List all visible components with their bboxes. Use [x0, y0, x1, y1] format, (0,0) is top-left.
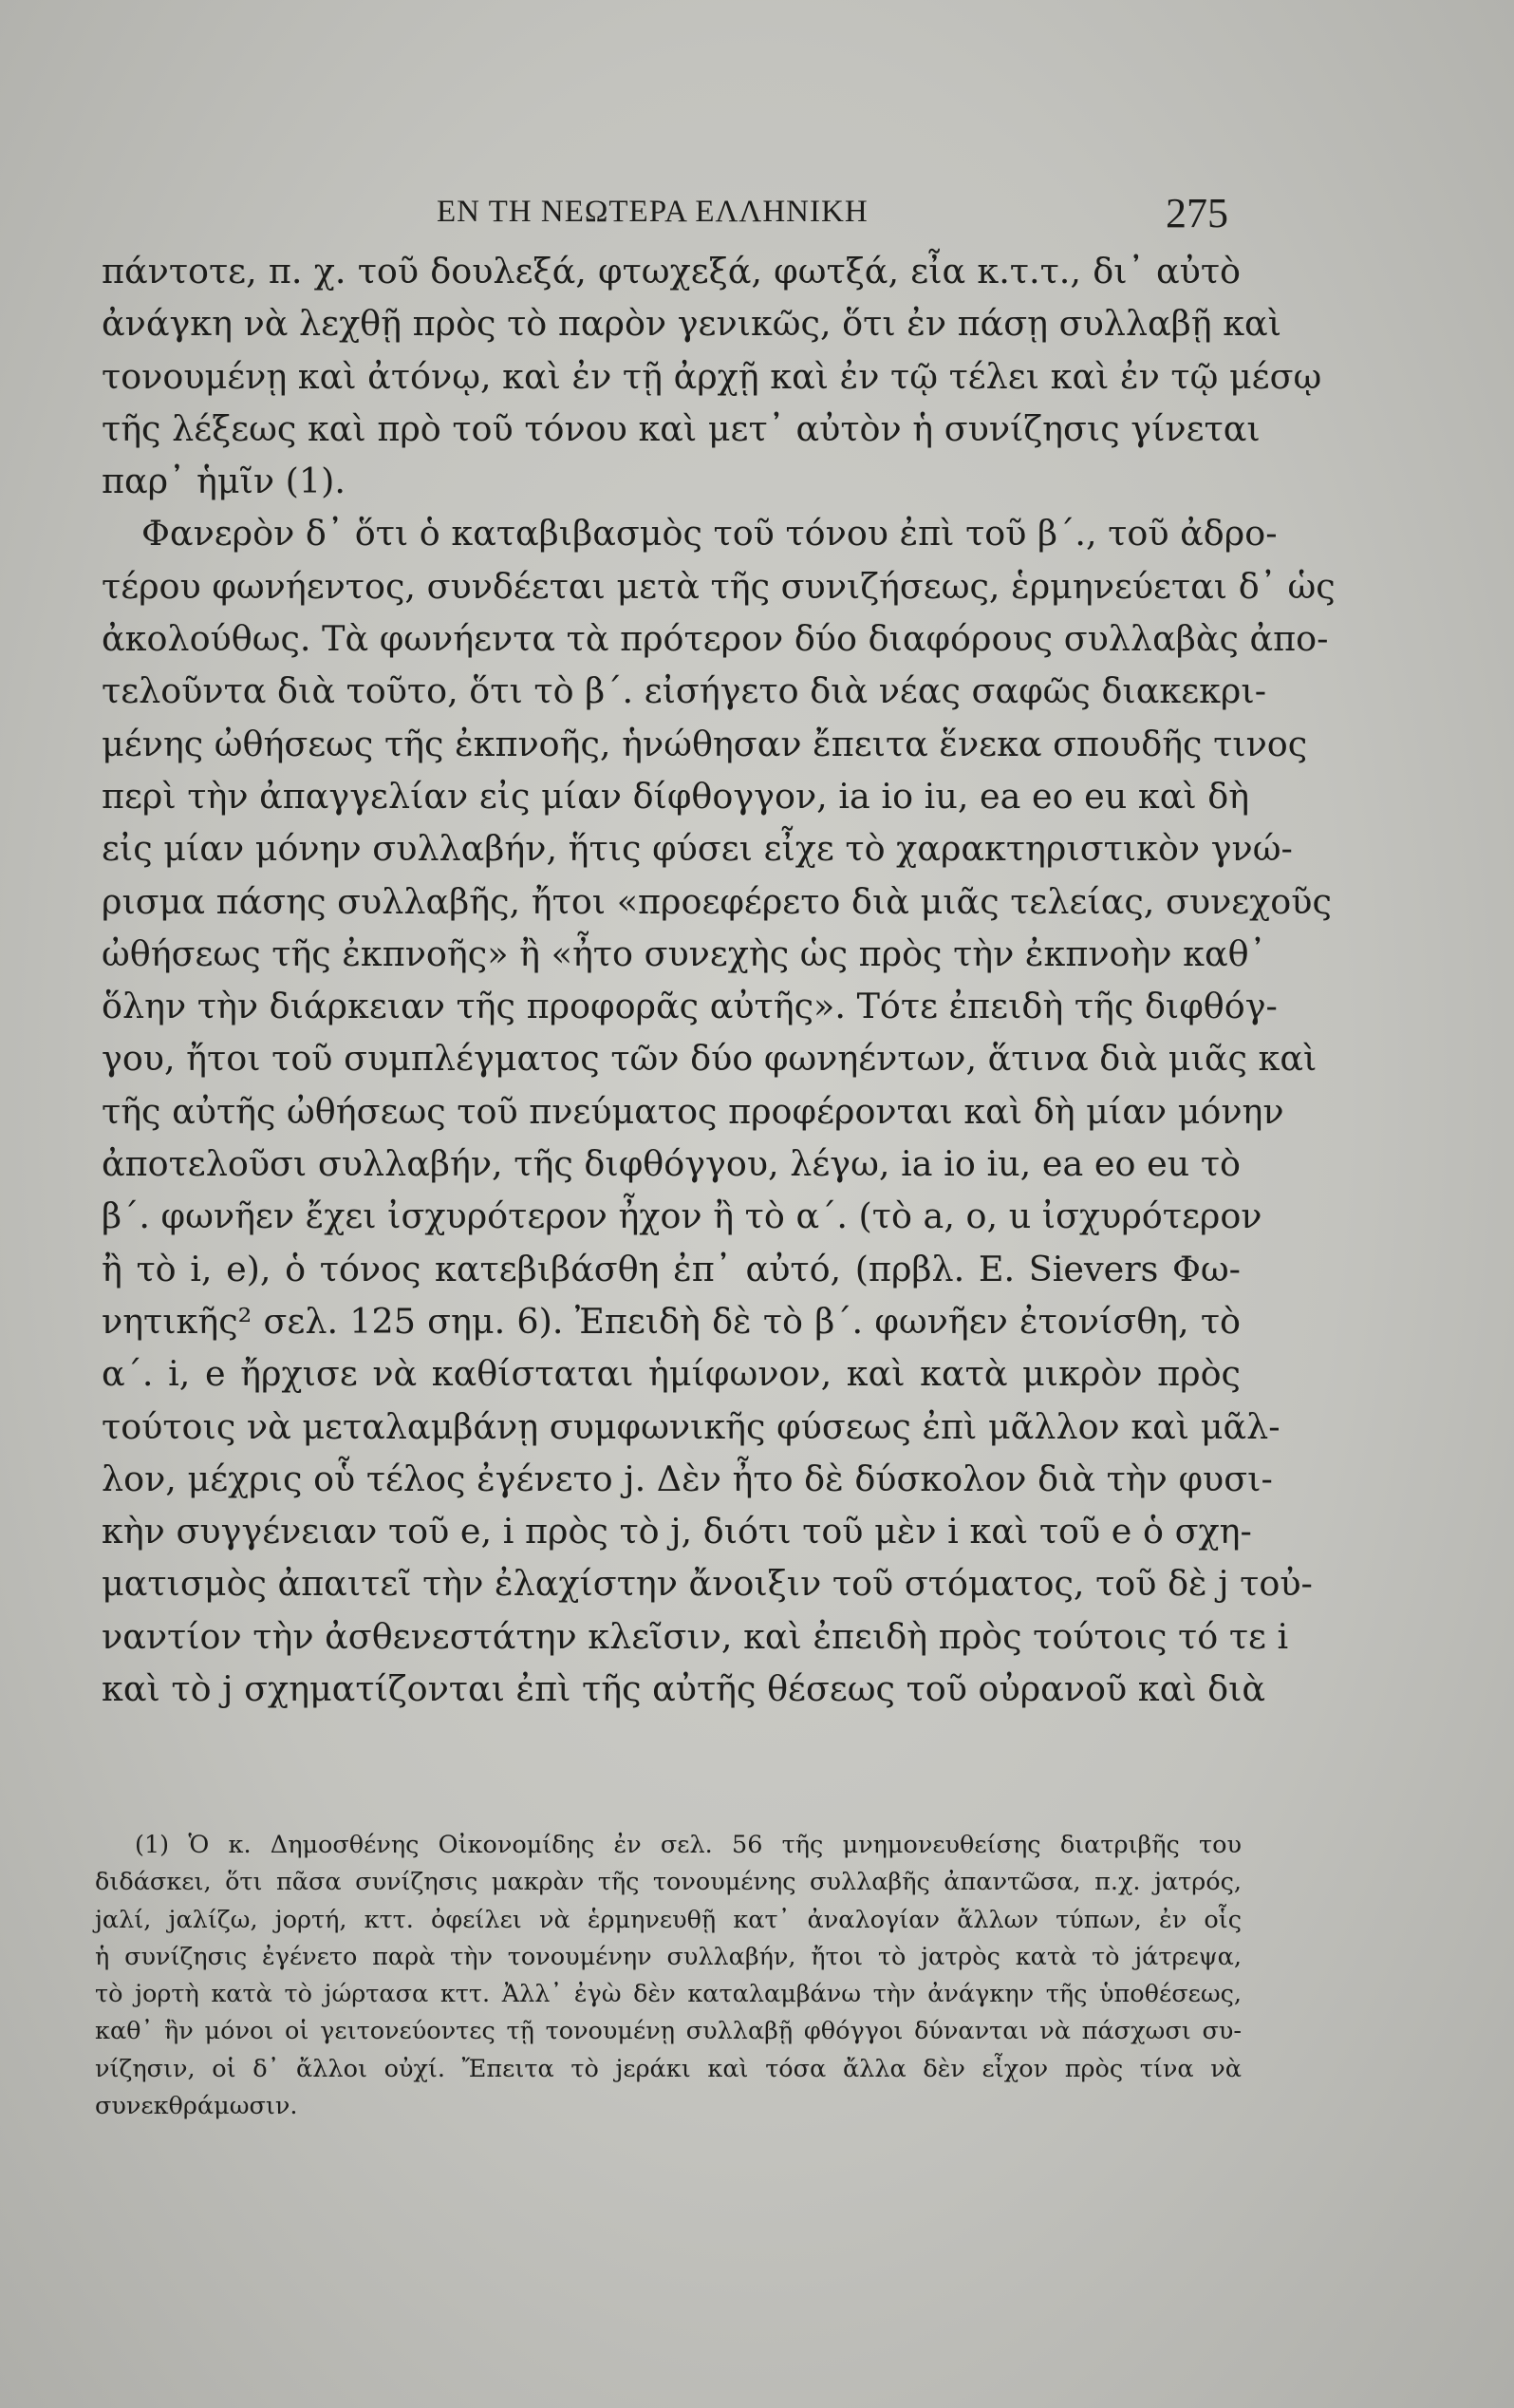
body-line: α΄. i, e ἤρχισε νὰ καθίσταται ἡμίφωνον, καὶ κατὰ μικρὸν πρὸς	[102, 1353, 1241, 1395]
body-line: ἀκολούθως. Τὰ φωνήεντα τὰ πρότερον δύο διαφόρους συλλαβὰς ἀπο-	[102, 618, 1329, 660]
body-line: ἀνάγκη νὰ λεχθῇ πρὸς τὸ παρὸν γενικῶς, ὅτι ἐν πάσῃ συλλαβῇ καὶ	[102, 303, 1282, 345]
body-line: περὶ τὴν ἀπαγγελίαν εἰς μίαν δίφθογγον, ia io iu, ea eo eu καὶ δὴ	[102, 775, 1250, 817]
page-number: 275	[1166, 190, 1228, 236]
body-line: τῆς λέξεως καὶ πρὸ τοῦ τόνου καὶ μετ᾽ αὐτὸν ἡ συνίζησις γίνεται	[102, 407, 1261, 449]
body-line: καὶ τὸ j σχηματίζονται ἐπὶ τῆς αὐτῆς θέσεως τοῦ οὐρανοῦ καὶ διὰ	[102, 1668, 1266, 1710]
body-line: ναντίον τὴν ἀσθενεστάτην κλεῖσιν, καὶ ἐπειδὴ πρὸς τούτοις τό τε i	[102, 1615, 1289, 1657]
running-head: ΕΝ ΤΗ ΝΕΩΤΕΡΑ ΕΛΛΗΝΙΚΗ	[437, 195, 869, 229]
body-line: ρισμα πάσης συλλαβῆς, ἤτοι «προεφέρετο διὰ μιᾶς τελείας, συνεχοῦς	[102, 880, 1332, 922]
footnote-line: τὸ jορτὴ κατὰ τὸ jώρτασα κττ. Ἀλλ᾽ ἐγὼ δὲν καταλαμβάνω τὴν ἀνάγκην τῆς ὑποθέσεως,	[95, 1980, 1242, 2009]
body-line: ὠθήσεως τῆς ἐκπνοῆς» ἢ «ἦτο συνεχὴς ὡς πρὸς τὴν ἐκπνοὴν καθ᾽	[102, 932, 1266, 974]
footnote-line: συνεκθράμωσιν.	[95, 2092, 298, 2121]
body-line: τελοῦντα διὰ τοῦτο, ὅτι τὸ β΄. εἰσήγετο διὰ νέας σαφῶς διακεκρι-	[102, 670, 1267, 712]
body-line: τέρου φωνήεντος, συνδέεται μετὰ τῆς συνιζήσεως, ἑρμηνεύεται δ᾽ ὡς	[102, 565, 1336, 607]
footnote-line: καθ᾽ ἣν μόνοι οἱ γειτονεύοντες τῇ τονουμένῃ συλλαβῇ φθόγγοι δύνανται νὰ πάσχωσι συ-	[95, 2017, 1242, 2046]
footnote-line: (1) Ὁ κ. Δημοσθένης Οἰκονομίδης ἐν σελ. 56 τῆς μνημονευθείσης διατριβῆς του	[135, 1831, 1242, 1859]
body-line: τούτοις νὰ μεταλαμβάνῃ συμφωνικῆς φύσεως ἐπὶ μᾶλλον καὶ μᾶλ-	[102, 1405, 1280, 1447]
body-line: ἢ τὸ i, e), ὁ τόνος κατεβιβάσθη ἐπ᾽ αὐτό, (πρβλ. E. Sievers Φω-	[102, 1248, 1241, 1289]
body-line: τῆς αὐτῆς ὠθήσεως τοῦ πνεύματος προφέρονται καὶ δὴ μίαν μόνην	[102, 1090, 1284, 1132]
body-text	[102, 245, 1336, 1715]
body-line: πάντοτε, π. χ. τοῦ δουλεξά, φτωχεξά, φωτξά, εἶα κ.τ.τ., δι᾽ αὐτὸ	[102, 251, 1241, 292]
body-line: ὅλην τὴν διάρκειαν τῆς προφορᾶς αὐτῆς». Τότε ἐπειδὴ τῆς διφθόγ-	[102, 986, 1278, 1027]
body-line: β΄. φωνῆεν ἔχει ἰσχυρότερον ἦχον ἢ τὸ α΄. (τὸ a, o, u ἰσχυρότερον	[102, 1195, 1262, 1237]
body-line: νητικῆς² σελ. 125 σημ. 6). Ἐπειδὴ δὲ τὸ β΄. φωνῆεν ἐτονίσθη, τὸ	[102, 1300, 1241, 1342]
footnote-line: νίζησιν, οἱ δ᾽ ἄλλοι οὐχί. Ἔπειτα τὸ jεράκι καὶ τόσα ἄλλα δὲν εἶχον πρὸς τίνα νὰ	[95, 2054, 1242, 2083]
body-line: ἀποτελοῦσι συλλαβήν, τῆς διφθόγγου, λέγω, ia io iu, ea eo eu τὸ	[102, 1143, 1241, 1185]
body-line: λον, μέχρις οὗ τέλος ἐγένετο j. Δὲν ἦτο δὲ δύσκολον διὰ τὴν φυσι-	[102, 1458, 1273, 1499]
body-line: ματισμὸς ἀπαιτεῖ τὴν ἐλαχίστην ἄνοιξιν τοῦ στόματος, τοῦ δὲ j τοὐ-	[102, 1563, 1313, 1605]
footnote-line: ἡ συνίζησις ἐγένετο παρὰ τὴν τονουμένην συλλαβήν, ἤτοι τὸ jατρὸς κατὰ τὸ jάτρεψα,	[95, 1942, 1242, 1971]
body-line: παρ᾽ ἡμῖν (1).	[102, 461, 346, 502]
body-line: γου, ἤτοι τοῦ συμπλέγματος τῶν δύο φωνηέντων, ἅτινα διὰ μιᾶς καὶ	[102, 1038, 1318, 1080]
page-header	[0, 190, 1514, 252]
footnote-line: διδάσκει, ὅτι πᾶσα συνίζησις μακρὰν τῆς τονουμένης συλλαβῆς ἀπαντῶσα, π.χ. jατρός,	[95, 1868, 1242, 1897]
footnotes	[95, 1827, 1242, 2125]
body-line: κὴν συγγένειαν τοῦ e, i πρὸς τὸ j, διότι τοῦ μὲν i καὶ τοῦ e ὁ σχη-	[102, 1511, 1252, 1552]
body-line: μένης ὠθήσεως τῆς ἐκπνοῆς, ἡνώθησαν ἔπειτα ἕνεκα σπουδῆς τινος	[102, 723, 1308, 764]
body-line: Φανερὸν δ᾽ ὅτι ὁ καταβιβασμὸς τοῦ τόνου ἐπὶ τοῦ β΄., τοῦ ἀδρο-	[141, 513, 1278, 555]
body-line: τονουμένῃ καὶ ἀτόνῳ, καὶ ἐν τῇ ἀρχῇ καὶ ἐν τῷ τέλει καὶ ἐν τῷ μέσῳ	[102, 355, 1322, 397]
body-line: εἰς μίαν μόνην συλλαβήν, ἥτις φύσει εἶχε τὸ χαρακτηριστικὸν γνώ-	[102, 828, 1293, 870]
footnote-line: jαλί, jαλίζω, jορτή, κττ. ὀφείλει νὰ ἑρμηνευθῇ κατ᾽ ἀναλογίαν ἄλλων τύπων, ἐν οἷς	[95, 1905, 1242, 1934]
